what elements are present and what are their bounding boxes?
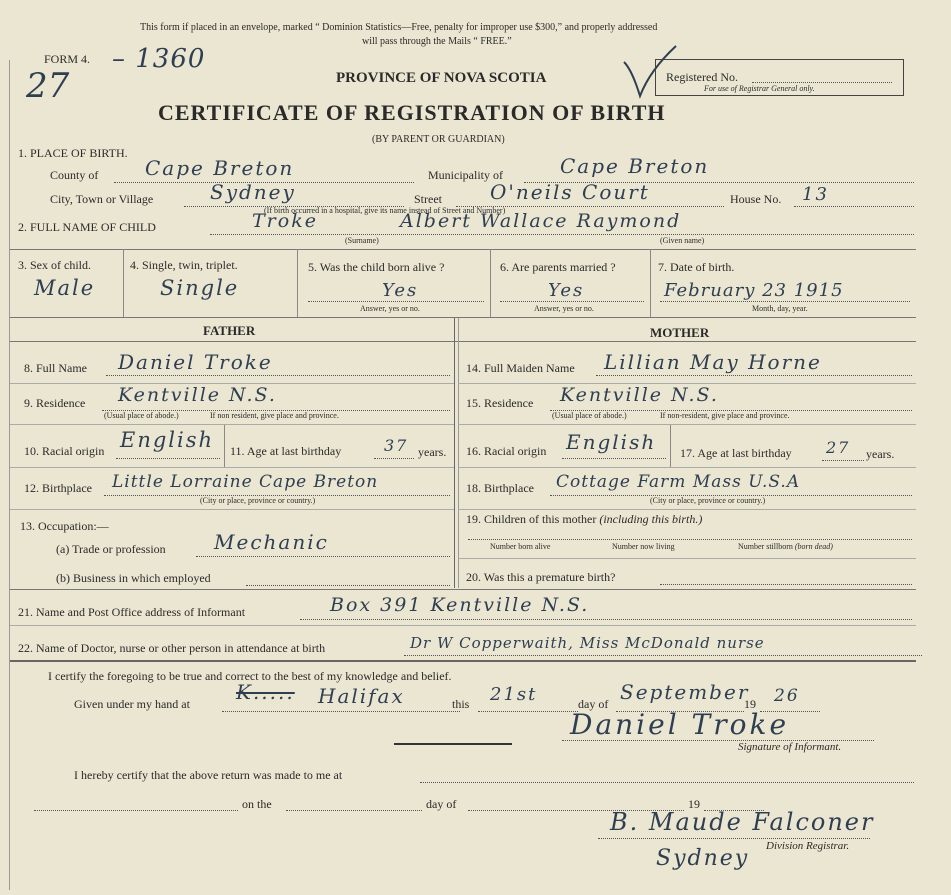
registrar-year-prefix: 19 xyxy=(688,797,700,811)
father-name-label: 8. Full Name xyxy=(24,361,87,375)
father-residence-value: Kentville N.S. xyxy=(118,384,277,406)
province-heading: PROVINCE OF NOVA SCOTIA xyxy=(336,70,547,86)
street-label: Street xyxy=(414,192,442,206)
premature-label: 20. Was this a premature birth? xyxy=(466,570,616,584)
given-at-value: Halifax xyxy=(318,684,405,708)
day-value: 21st xyxy=(490,684,538,705)
month-value: September xyxy=(620,680,750,704)
year-value: 26 xyxy=(774,686,800,706)
date-of-birth-value: February 23 1915 xyxy=(664,280,844,301)
sex-value: Male xyxy=(34,276,96,300)
father-name-value: Daniel Troke xyxy=(118,350,273,374)
sex-label: 3. Sex of child. xyxy=(18,258,91,272)
county-label: County of xyxy=(50,168,99,182)
father-residence-caption-a: (Usual place of abode.) xyxy=(104,411,179,420)
mother-racial-label: 16. Racial origin xyxy=(466,444,547,458)
city-value: Sydney xyxy=(210,180,296,204)
day-of-label: day of xyxy=(578,697,609,711)
informant-signature: Daniel Troke xyxy=(570,708,790,741)
born-alive-caption: Answer, yes or no. xyxy=(360,304,420,313)
stillborn-count-caption xyxy=(738,542,833,551)
father-heading: FATHER xyxy=(203,323,256,338)
children-label-emphasis: (including this birth.) xyxy=(599,512,703,526)
form-number-handwritten-b: – 1360 xyxy=(112,44,206,74)
occupation-label: 13. Occupation:— xyxy=(20,519,109,533)
mother-residence-caption-a: (Usual place of abode.) xyxy=(552,411,627,420)
street-value: O'neils Court xyxy=(490,180,650,204)
registrar-place: Sydney xyxy=(656,846,750,871)
child-surname-value: Troke xyxy=(252,210,318,232)
parents-married-label: 6. Are parents married ? xyxy=(500,260,616,274)
registered-no-label: Registered No. xyxy=(666,70,738,84)
registrar-signature: B. Maude Falconer xyxy=(610,808,875,836)
doctor-label: 22. Name of Doctor, nurse or other person in attendance at birth xyxy=(18,641,326,655)
born-alive-count-caption: Number born alive xyxy=(490,542,551,551)
mail-notice-line1: This form if placed in an envelope, marked “ Dominion Statistics—Free, penalty for improper use $300,” and properly addressed xyxy=(140,22,658,33)
form-number-handwritten-a: 27 xyxy=(26,66,70,106)
stillborn-caption-text: Number stillborn xyxy=(738,542,793,551)
children-label-text: 19. Children of this mother xyxy=(466,512,597,526)
subtitle: (BY PARENT OR GUARDIAN) xyxy=(372,134,505,145)
mother-birthplace-caption: (City or place, province or country.) xyxy=(650,496,766,505)
mother-racial-value: English xyxy=(566,430,657,454)
mother-residence-caption-b: If non-resident, give place and province. xyxy=(660,411,790,420)
father-racial-label: 10. Racial origin xyxy=(24,444,105,458)
born-alive-label: 5. Was the child born alive ? xyxy=(308,260,445,274)
trade-value: Mechanic xyxy=(214,530,329,554)
mother-birthplace-label: 18. Birthplace xyxy=(466,481,534,495)
given-under-hand-label: Given under my hand at xyxy=(74,697,190,711)
year-prefix: 19 xyxy=(744,697,756,711)
registrar-caption: Division Registrar. xyxy=(766,840,850,852)
father-racial-value: English xyxy=(120,428,215,452)
page-title: CERTIFICATE OF REGISTRATION OF BIRTH xyxy=(158,100,666,125)
parents-married-value: Yes xyxy=(548,280,585,301)
plurality-label: 4. Single, twin, triplet. xyxy=(130,258,238,272)
father-age-value: 37 xyxy=(384,436,409,455)
house-no-value: 13 xyxy=(802,184,829,205)
now-living-count-caption: Number now living xyxy=(612,542,675,551)
father-years-label: years. xyxy=(418,445,447,459)
registered-no-box xyxy=(655,59,904,96)
mother-age-value: 27 xyxy=(826,438,851,457)
mother-heading: MOTHER xyxy=(650,325,710,340)
father-residence-caption-b: If non resident, give place and province. xyxy=(210,411,339,420)
municipality-label: Municipality of xyxy=(428,168,503,182)
surname-caption: (Surname) xyxy=(345,236,379,245)
father-birthplace-caption: (City or place, province or country.) xyxy=(200,496,316,505)
mail-notice-line2: will pass through the Mails “ FREE.” xyxy=(362,36,512,47)
doctor-value: Dr W Copperwaith, Miss McDonald nurse xyxy=(410,634,765,652)
certify-statement: I certify the foregoing to be true and correct to the best of my knowledge and belief. xyxy=(48,669,452,683)
business-label: (b) Business in which employed xyxy=(56,571,211,585)
stillborn-caption-emphasis: (born dead) xyxy=(794,542,833,551)
registrar-use-note: For use of Registrar General only. xyxy=(704,84,815,93)
hospital-note: (If birth occurred in a hospital, give its name instead of Street and Number) xyxy=(264,206,506,215)
mother-age-label: 17. Age at last birthday xyxy=(680,446,792,460)
house-no-label: House No. xyxy=(730,192,782,206)
city-label: City, Town or Village xyxy=(50,192,154,206)
registrar-day-of-label: day of xyxy=(426,797,457,811)
this-label: this xyxy=(452,697,470,711)
county-value: Cape Breton xyxy=(145,156,295,180)
informant-value: Box 391 Kentville N.S. xyxy=(330,594,590,616)
municipality-value: Cape Breton xyxy=(560,154,710,178)
father-residence-label: 9. Residence xyxy=(24,396,86,410)
children-label xyxy=(466,512,702,527)
mother-residence-value: Kentville N.S. xyxy=(560,384,719,406)
plurality-value: Single xyxy=(160,276,240,300)
child-name-label: 2. FULL NAME OF CHILD xyxy=(18,220,156,234)
form-label: FORM 4. xyxy=(44,52,91,66)
on-the-label: on the xyxy=(242,797,272,811)
struck-out-text-icon: K..... xyxy=(236,680,295,704)
child-given-name-value: Albert Wallace Raymond xyxy=(400,210,682,232)
mother-name-value: Lillian May Horne xyxy=(604,350,822,374)
left-border xyxy=(9,60,10,890)
registrar-certify-line: I hereby certify that the above return was made to me at xyxy=(74,768,343,782)
mother-birthplace-value: Cottage Farm Mass U.S.A xyxy=(556,472,801,492)
date-of-birth-label: 7. Date of birth. xyxy=(658,260,735,274)
father-birthplace-label: 12. Birthplace xyxy=(24,481,92,495)
signature-caption: Signature of Informant. xyxy=(738,741,842,753)
mother-residence-label: 15. Residence xyxy=(466,396,534,410)
trade-label: (a) Trade or profession xyxy=(56,542,166,556)
date-of-birth-caption: Month, day, year. xyxy=(752,304,808,313)
informant-label: 21. Name and Post Office address of Informant xyxy=(18,605,246,619)
place-of-birth-label: 1. PLACE OF BIRTH. xyxy=(18,146,128,160)
born-alive-value: Yes xyxy=(382,280,419,301)
parents-married-caption: Answer, yes or no. xyxy=(534,304,594,313)
mother-years-label: years. xyxy=(866,447,895,461)
father-birthplace-value: Little Lorraine Cape Breton xyxy=(112,472,379,492)
given-name-caption: (Given name) xyxy=(660,236,705,245)
father-age-label: 11. Age at last birthday xyxy=(230,444,342,458)
mother-name-label: 14. Full Maiden Name xyxy=(466,361,575,375)
